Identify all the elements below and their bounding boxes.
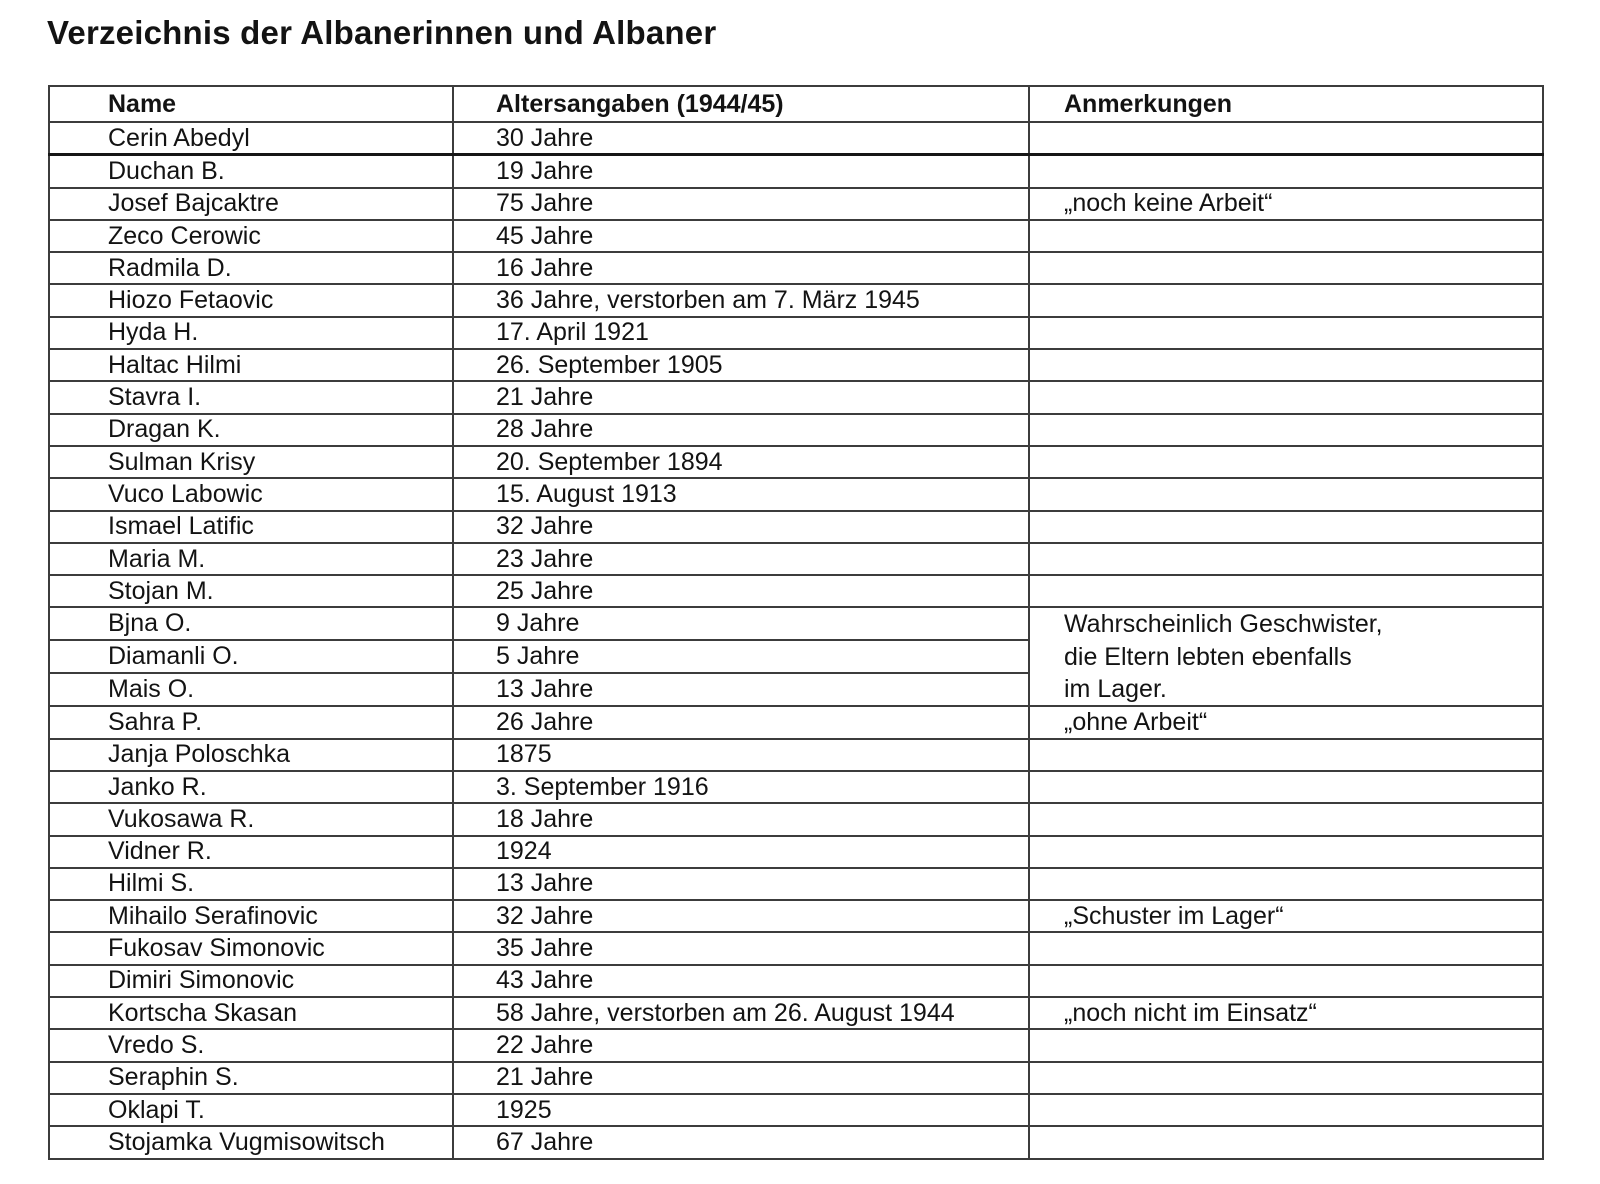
name-cell: Hilmi S. xyxy=(49,868,453,900)
table-row xyxy=(49,575,1543,607)
remark-cell: „Schuster im Lager“ xyxy=(1029,900,1543,932)
remark-cell xyxy=(1029,446,1543,478)
age-cell: 1924 xyxy=(453,836,1029,868)
remark-cell xyxy=(1029,771,1543,803)
age-cell: 9 Jahre xyxy=(453,607,1029,640)
age-cell: 1925 xyxy=(453,1094,1029,1126)
name-cell: Stavra I. xyxy=(49,381,453,413)
table-row xyxy=(49,284,1543,316)
age-cell: 20. September 1894 xyxy=(453,446,1029,478)
name-cell: Hyda H. xyxy=(49,317,453,349)
table-row xyxy=(49,607,1543,640)
table-row xyxy=(49,155,1543,188)
name-cell: Haltac Hilmi xyxy=(49,349,453,381)
table-row xyxy=(49,1094,1543,1126)
name-cell: Sulman Krisy xyxy=(49,446,453,478)
table-row xyxy=(49,220,1543,252)
name-cell: Diamanli O. xyxy=(49,640,453,673)
age-cell: 58 Jahre, verstorben am 26. August 1944 xyxy=(453,997,1029,1029)
age-cell: 25 Jahre xyxy=(453,575,1029,607)
table-row xyxy=(49,511,1543,543)
table-row xyxy=(49,543,1543,575)
name-cell: Vukosawa R. xyxy=(49,803,453,835)
table-row xyxy=(49,414,1543,446)
name-cell: Stojamka Vugmisowitsch xyxy=(49,1126,453,1158)
name-cell: Sahra P. xyxy=(49,706,453,738)
name-cell: Josef Bajcaktre xyxy=(49,188,453,220)
name-cell: Mihailo Serafinovic xyxy=(49,900,453,932)
age-cell: 35 Jahre xyxy=(453,932,1029,964)
table-row xyxy=(49,803,1543,835)
remark-cell xyxy=(1029,252,1543,284)
page-title: Verzeichnis der Albanerinnen und Albaner xyxy=(47,14,717,51)
table-row xyxy=(49,1126,1543,1158)
table-row xyxy=(49,349,1543,381)
remark-cell xyxy=(1029,122,1543,155)
age-cell: 19 Jahre xyxy=(453,155,1029,188)
remark-cell xyxy=(1029,932,1543,964)
age-cell: 21 Jahre xyxy=(453,381,1029,413)
table-row xyxy=(49,965,1543,997)
name-cell: Mais O. xyxy=(49,673,453,706)
merged-remark-line: die Eltern lebten ebenfalls xyxy=(1064,642,1352,671)
merged-remark-line: Wahrscheinlich Geschwister, xyxy=(1064,610,1383,639)
merged-remark-cell xyxy=(1029,607,1543,706)
age-cell: 1875 xyxy=(453,739,1029,771)
name-cell: Zeco Cerowic xyxy=(49,220,453,252)
name-cell: Radmila D. xyxy=(49,252,453,284)
table-row xyxy=(49,739,1543,771)
table-row xyxy=(49,997,1543,1029)
remark-cell xyxy=(1029,511,1543,543)
age-cell: 67 Jahre xyxy=(453,1126,1029,1158)
remark-cell xyxy=(1029,739,1543,771)
remark-cell xyxy=(1029,414,1543,446)
remark-cell xyxy=(1029,1126,1543,1158)
remark-cell xyxy=(1029,349,1543,381)
remark-cell: „noch nicht im Einsatz“ xyxy=(1029,997,1543,1029)
remark-cell xyxy=(1029,1062,1543,1094)
remark-cell xyxy=(1029,575,1543,607)
age-cell: 32 Jahre xyxy=(453,900,1029,932)
age-cell: 30 Jahre xyxy=(453,122,1029,155)
table-row xyxy=(49,478,1543,510)
header-row xyxy=(49,86,1543,122)
remark-cell xyxy=(1029,1029,1543,1061)
remarks-column-header: Anmerkungen xyxy=(1029,86,1543,122)
name-column-header: Name xyxy=(49,86,453,122)
age-cell: 22 Jahre xyxy=(453,1029,1029,1061)
remark-cell xyxy=(1029,836,1543,868)
table-row xyxy=(49,706,1543,738)
remark-cell xyxy=(1029,220,1543,252)
age-cell: 3. September 1916 xyxy=(453,771,1029,803)
remark-cell xyxy=(1029,155,1543,188)
remark-cell xyxy=(1029,284,1543,316)
age-cell: 17. April 1921 xyxy=(453,317,1029,349)
name-cell: Hiozo Fetaovic xyxy=(49,284,453,316)
remark-cell xyxy=(1029,543,1543,575)
name-cell: Seraphin S. xyxy=(49,1062,453,1094)
name-cell: Vuco Labowic xyxy=(49,478,453,510)
name-cell: Janko R. xyxy=(49,771,453,803)
remark-cell xyxy=(1029,381,1543,413)
age-cell: 16 Jahre xyxy=(453,252,1029,284)
table-row xyxy=(49,317,1543,349)
name-cell: Cerin Abedyl xyxy=(49,122,453,155)
age-cell: 45 Jahre xyxy=(453,220,1029,252)
name-cell: Bjna O. xyxy=(49,607,453,640)
age-cell: 26 Jahre xyxy=(453,706,1029,738)
age-column-header: Altersangaben (1944/45) xyxy=(453,86,1029,122)
name-cell: Dragan K. xyxy=(49,414,453,446)
name-cell: Fukosav Simonovic xyxy=(49,932,453,964)
remark-cell xyxy=(1029,868,1543,900)
table-row xyxy=(49,868,1543,900)
table-row xyxy=(49,771,1543,803)
table-row xyxy=(49,122,1543,155)
age-cell: 23 Jahre xyxy=(453,543,1029,575)
age-cell: 32 Jahre xyxy=(453,511,1029,543)
table-row xyxy=(49,446,1543,478)
remark-cell xyxy=(1029,478,1543,510)
age-cell: 13 Jahre xyxy=(453,868,1029,900)
age-cell: 28 Jahre xyxy=(453,414,1029,446)
remark-cell xyxy=(1029,317,1543,349)
table-row xyxy=(49,932,1543,964)
roster-table xyxy=(48,85,1544,1160)
name-cell: Oklapi T. xyxy=(49,1094,453,1126)
age-cell: 13 Jahre xyxy=(453,673,1029,706)
name-cell: Dimiri Simonovic xyxy=(49,965,453,997)
name-cell: Ismael Latific xyxy=(49,511,453,543)
table-row xyxy=(49,381,1543,413)
age-cell: 18 Jahre xyxy=(453,803,1029,835)
remark-cell xyxy=(1029,1094,1543,1126)
age-cell: 36 Jahre, verstorben am 7. März 1945 xyxy=(453,284,1029,316)
age-cell: 21 Jahre xyxy=(453,1062,1029,1094)
remark-cell: „noch keine Arbeit“ xyxy=(1029,188,1543,220)
name-cell: Janja Poloschka xyxy=(49,739,453,771)
table-row xyxy=(49,1062,1543,1094)
table-row xyxy=(49,836,1543,868)
remark-cell xyxy=(1029,965,1543,997)
age-cell: 15. August 1913 xyxy=(453,478,1029,510)
name-cell: Maria M. xyxy=(49,543,453,575)
name-cell: Vredo S. xyxy=(49,1029,453,1061)
age-cell: 43 Jahre xyxy=(453,965,1029,997)
name-cell: Duchan B. xyxy=(49,155,453,188)
remark-cell xyxy=(1029,803,1543,835)
merged-remark-line: im Lager. xyxy=(1064,675,1167,704)
remark-cell: „ohne Arbeit“ xyxy=(1029,706,1543,738)
age-cell: 26. September 1905 xyxy=(453,349,1029,381)
age-cell: 5 Jahre xyxy=(453,640,1029,673)
table-row xyxy=(49,188,1543,220)
table-row xyxy=(49,900,1543,932)
table-row xyxy=(49,252,1543,284)
name-cell: Vidner R. xyxy=(49,836,453,868)
name-cell: Kortscha Skasan xyxy=(49,997,453,1029)
table-row xyxy=(49,1029,1543,1061)
name-cell: Stojan M. xyxy=(49,575,453,607)
age-cell: 75 Jahre xyxy=(453,188,1029,220)
